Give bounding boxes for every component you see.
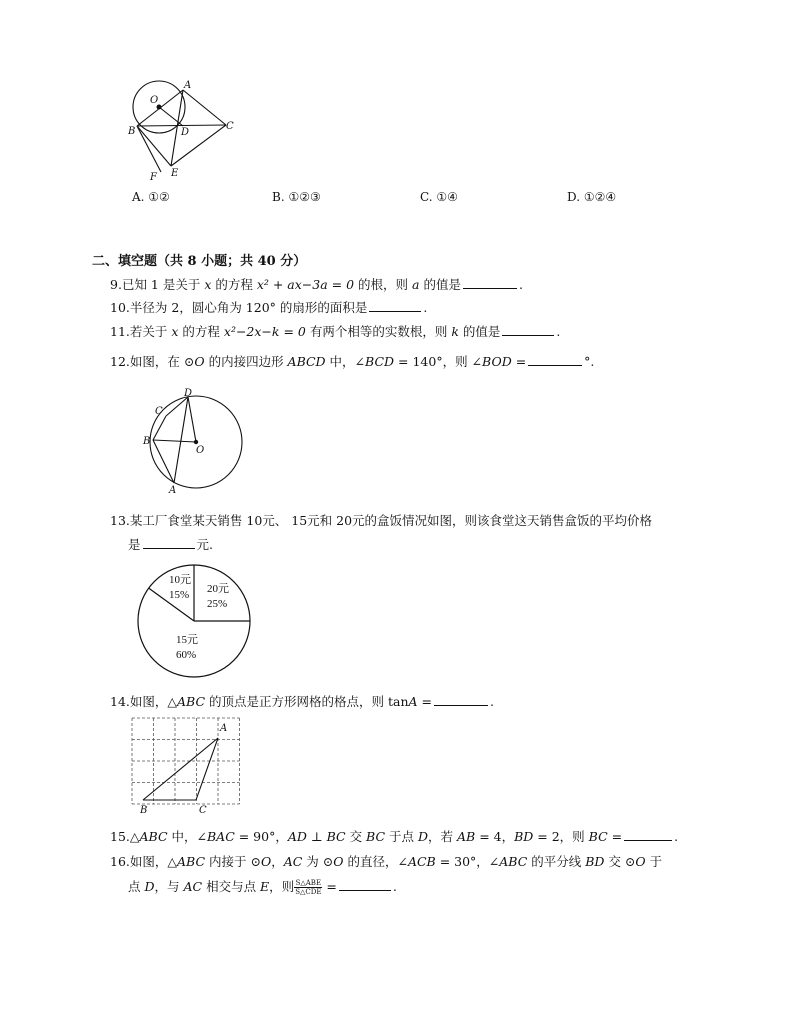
answer-blank[interactable] <box>528 353 582 366</box>
text: . <box>423 300 428 315</box>
text: 如图，△ <box>129 854 178 869</box>
text: 的直径，∠ <box>343 854 408 869</box>
var: AD <box>287 829 307 844</box>
text: 交 ⊙ <box>604 854 636 869</box>
area-ratio-fraction <box>294 879 322 896</box>
answer-blank[interactable] <box>369 299 421 312</box>
text: ， <box>271 854 284 869</box>
label-o: O <box>196 445 205 456</box>
var: x <box>204 277 212 292</box>
answer-blank[interactable] <box>502 323 554 336</box>
label-b: B <box>143 436 151 447</box>
var: O <box>194 354 205 369</box>
text: = 90°， <box>234 829 288 844</box>
question-14-figure <box>128 716 240 824</box>
text: 的方程 <box>211 277 257 292</box>
text: 元. <box>196 537 213 552</box>
answer-blank[interactable] <box>434 693 488 706</box>
text: 如图，在 ⊙ <box>129 354 195 369</box>
label-d: D <box>181 127 190 138</box>
text: 于点 <box>385 829 418 844</box>
option-b: B. ①②③ <box>272 190 321 204</box>
question-8-figure <box>125 78 240 184</box>
var: BC <box>366 829 386 844</box>
var: BOD <box>482 354 512 369</box>
question-number: 11. <box>110 324 130 339</box>
text: = <box>607 829 623 844</box>
text: 有两个相等的实数根，则 <box>305 324 452 339</box>
fraction-denominator: S△CDE <box>295 888 322 896</box>
text: 相交与点 <box>202 879 261 894</box>
var: x <box>171 324 179 339</box>
answer-blank[interactable] <box>339 878 391 891</box>
slice-label-20: 20元 <box>207 583 229 595</box>
question-12 <box>110 353 594 371</box>
var: k <box>451 324 459 339</box>
var: ABC <box>177 694 206 709</box>
text: ，则 <box>269 879 295 894</box>
option-c: C. ①④ <box>420 190 458 204</box>
text: 中，∠ <box>167 829 207 844</box>
label-b: B <box>128 126 136 137</box>
var: D <box>417 829 429 844</box>
text: 的内接四边形 <box>204 354 288 369</box>
answer-blank[interactable] <box>624 828 672 841</box>
var: D <box>144 879 155 894</box>
text: ⊥ <box>306 829 327 844</box>
var: E <box>260 879 270 894</box>
var: O <box>635 854 646 869</box>
question-number: 9. <box>110 277 122 292</box>
question-number: 13. <box>110 513 130 528</box>
center-dot <box>194 440 198 444</box>
text: 某工厂食堂某天销售 10元、 15元和 20元的盒饭情况如图，则该食堂这天销售盒饭的平均价格 <box>129 513 653 528</box>
var: ACB <box>407 854 436 869</box>
text: 的平分线 <box>527 854 586 869</box>
var: AB <box>457 829 476 844</box>
option-a: A. ①② <box>132 190 170 204</box>
option-d: D. ①②④ <box>567 190 617 204</box>
segment-ac <box>183 90 226 125</box>
label-d: D <box>184 388 193 399</box>
text: ，若 <box>428 829 457 844</box>
answer-blank[interactable] <box>143 536 195 549</box>
var: ABC <box>499 854 528 869</box>
text: 内接于 ⊙ <box>205 854 261 869</box>
label-a: A <box>169 485 177 496</box>
equation: x² + ax−3a = 0 <box>256 277 355 292</box>
question-13 <box>110 512 652 530</box>
var: BCD <box>365 354 395 369</box>
question-14 <box>110 693 494 711</box>
text: 若关于 <box>129 324 172 339</box>
slice-value-15: 60% <box>176 649 197 661</box>
var: BD <box>585 854 605 869</box>
var: BAC <box>206 829 235 844</box>
segment-ab <box>153 440 174 483</box>
text: 的方程 <box>178 324 224 339</box>
text: = 30°，∠ <box>435 854 500 869</box>
answer-blank[interactable] <box>463 276 517 289</box>
text: 中，∠ <box>325 354 366 369</box>
equation: x²−2x−k = 0 <box>223 324 306 339</box>
text: 是 <box>128 537 141 552</box>
var: BD <box>514 829 534 844</box>
question-10 <box>110 299 427 317</box>
text: 为 ⊙ <box>302 854 334 869</box>
label-b: B <box>140 805 148 816</box>
var: AC <box>183 879 203 894</box>
var: O <box>260 854 272 869</box>
segment-ce <box>171 125 226 166</box>
question-12-figure <box>140 386 248 496</box>
var: A <box>408 694 418 709</box>
question-number: 14. <box>110 694 130 709</box>
var: O <box>333 854 344 869</box>
label-o: O <box>150 95 159 106</box>
text: . <box>392 879 397 894</box>
label-c: C <box>226 121 234 132</box>
text: = <box>417 694 432 709</box>
label-e: E <box>171 168 179 179</box>
text: 的根，则 <box>354 277 413 292</box>
text: 的值是 <box>419 277 461 292</box>
question-number: 10. <box>110 300 130 315</box>
text: 点 <box>128 879 145 894</box>
label-f: F <box>150 172 157 183</box>
question-number: 15. <box>110 829 130 844</box>
var: ABCD <box>287 354 326 369</box>
pie-chart <box>135 562 255 682</box>
slice-label-15: 15元 <box>176 634 198 646</box>
section-title: 二、填空题（共 8 小题；共 40 分） <box>92 254 307 269</box>
var: AC <box>283 854 303 869</box>
slice-label-10: 10元 <box>169 574 191 586</box>
slice-value-20: 25% <box>207 598 228 610</box>
label-c: C <box>199 805 207 816</box>
text: 交 <box>345 829 367 844</box>
label-a: A <box>184 80 192 91</box>
text: = 4， <box>475 829 515 844</box>
text: = <box>322 879 337 894</box>
question-number: 16. <box>110 854 130 869</box>
text: . <box>518 277 523 292</box>
text: = <box>511 354 527 369</box>
label-c: C <box>155 406 163 417</box>
text: 半径为 2，圆心角为 120° 的扇形的面积是 <box>129 300 368 315</box>
segment-do <box>188 397 196 442</box>
slice-value-10: 15% <box>169 589 190 601</box>
var: a <box>412 277 420 292</box>
segment-bo <box>153 440 196 442</box>
var: ABC <box>177 854 206 869</box>
var: BC <box>326 829 346 844</box>
question-11 <box>110 323 560 341</box>
text: △ <box>129 829 140 844</box>
question-13-line2 <box>128 536 213 554</box>
text: . <box>556 324 561 339</box>
text: 的顶点是正方形网格的格点，则 tan <box>205 694 409 709</box>
text: . <box>490 694 494 709</box>
text: = 2，则 <box>533 829 589 844</box>
var: BC <box>588 829 608 844</box>
question-number: 12. <box>110 354 130 369</box>
text: = 140°，则 ∠ <box>394 354 483 369</box>
question-9 <box>110 276 523 294</box>
question-16 <box>110 853 662 871</box>
question-15 <box>110 828 678 846</box>
segment-da <box>174 397 188 483</box>
text: 于 <box>645 854 663 869</box>
fraction-numerator: S△ABE <box>295 879 322 887</box>
text: 已知 1 是关于 <box>121 277 205 292</box>
segment-bc <box>153 416 166 440</box>
text: 的值是 <box>458 324 501 339</box>
label-a: A <box>220 723 228 734</box>
var: ABC <box>139 829 168 844</box>
text: 如图，△ <box>129 694 178 709</box>
text: ，与 <box>154 879 184 894</box>
text: . <box>674 829 679 844</box>
question-16-line2 <box>128 878 397 896</box>
text: °. <box>584 354 595 369</box>
